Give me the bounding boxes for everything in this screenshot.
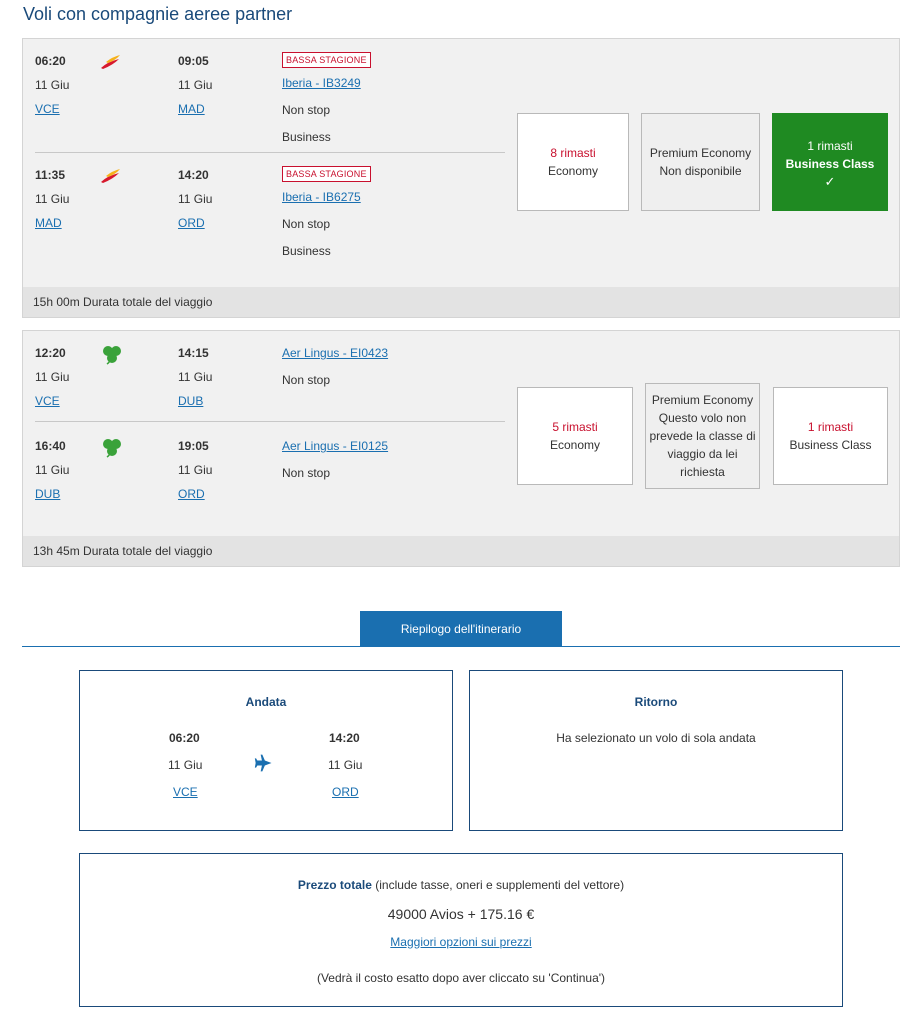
departure-date: 11 Giu [35, 78, 70, 92]
outbound-departure-airport-link[interactable]: VCE [173, 785, 198, 799]
arrival-time: 09:05 [178, 54, 209, 68]
outbound-summary-box [79, 670, 453, 831]
economy-fare-option[interactable] [517, 387, 633, 485]
plane-icon [254, 753, 274, 773]
seats-remaining: 1 rimasti [807, 138, 853, 153]
arrival-airport-link[interactable]: ORD [178, 487, 205, 501]
fare-class-label: Business Class [785, 156, 875, 171]
shamrock-logo-icon [99, 343, 125, 365]
seats-remaining: 5 rimasti [552, 420, 598, 434]
flight-segment [23, 331, 505, 421]
arrival-airport-link[interactable]: MAD [178, 102, 205, 116]
fare-status: Non disponibile [659, 164, 742, 178]
total-duration: 13h 45m Durata totale del viaggio [23, 536, 899, 566]
arrival-date: 11 Giu [178, 78, 213, 92]
seats-remaining: 1 rimasti [807, 420, 854, 434]
summary-divider [22, 646, 900, 647]
shamrock-logo-icon [99, 436, 125, 458]
price-footnote: (Vedrà il costo esatto dopo aver cliccato su 'Continua') [316, 971, 606, 985]
price-heading [80, 878, 842, 892]
outbound-departure-time: 06:20 [169, 731, 200, 745]
economy-fare-option[interactable] [517, 113, 629, 211]
seats-remaining: 8 rimasti [550, 146, 596, 160]
arrival-date: 11 Giu [178, 192, 213, 206]
iberia-logo-icon [99, 167, 123, 185]
fare-class-label: Economy [547, 164, 599, 178]
outbound-departure-date: 11 Giu [168, 758, 203, 772]
iberia-logo-icon [99, 53, 123, 71]
flight-option-card [22, 38, 900, 318]
flight-number-link[interactable]: Iberia - IB6275 [282, 190, 361, 204]
price-subtitle: (include tasse, oneri e supplementi del vettore) [371, 878, 625, 892]
page-title: Voli con compagnie aeree partner [23, 4, 293, 24]
outbound-arrival-airport-link[interactable]: ORD [332, 785, 359, 799]
cabin-info: Business [282, 130, 331, 144]
business-fare-option[interactable] [773, 387, 888, 485]
stops-info: Non stop [282, 466, 331, 480]
flight-number-link[interactable]: Iberia - IB3249 [282, 76, 361, 90]
fare-class-label: Business Class [789, 438, 872, 452]
arrival-date: 11 Giu [178, 463, 213, 477]
departure-airport-link[interactable]: VCE [35, 102, 60, 116]
departure-airport-link[interactable]: VCE [35, 394, 60, 408]
arrival-time: 14:20 [178, 168, 209, 182]
departure-time: 12:20 [35, 346, 66, 360]
price-options-row [80, 935, 842, 949]
flight-option-card [22, 330, 900, 567]
business-fare-option-selected[interactable] [772, 113, 888, 211]
cabin-info: Business [282, 244, 331, 258]
departure-airport-link[interactable]: DUB [35, 487, 61, 501]
checkmark-icon: ✓ [824, 173, 836, 189]
departure-date: 11 Giu [35, 370, 70, 384]
premium-economy-fare-option [641, 113, 760, 211]
price-value: 49000 Avios + 175.16 € [387, 906, 535, 922]
departure-date: 11 Giu [35, 463, 70, 477]
segment-divider [35, 421, 505, 422]
flight-segment [23, 153, 505, 273]
departure-date: 11 Giu [35, 192, 70, 206]
fare-class-label: Premium Economy [651, 393, 754, 407]
outbound-arrival-time: 14:20 [329, 731, 360, 745]
arrival-airport-link[interactable]: DUB [178, 394, 204, 408]
low-season-badge: BASSA STAGIONE [282, 166, 371, 182]
more-price-options-link[interactable]: Maggiori opzioni sui prezzi [390, 935, 532, 949]
flight-number-link[interactable]: Aer Lingus - EI0423 [282, 346, 389, 360]
total-price-box [79, 853, 843, 1007]
price-title: Prezzo totale [297, 878, 372, 892]
return-summary-box [469, 670, 843, 831]
fare-class-label: Economy [549, 438, 601, 452]
total-duration: 15h 00m Durata totale del viaggio [23, 287, 899, 317]
arrival-time: 19:05 [178, 439, 209, 453]
return-title: Ritorno [634, 695, 678, 709]
stops-info: Non stop [282, 373, 331, 387]
fare-class-label: Premium Economy [649, 146, 752, 160]
stops-info: Non stop [282, 103, 331, 117]
return-message: Ha selezionato un volo di sola andata [556, 731, 756, 745]
fare-status: Questo volo non prevede la classe di viaggio da lei richiesta [649, 411, 756, 479]
itinerary-summary-tab[interactable]: Riepilogo dell'itinerario [360, 611, 562, 647]
stops-info: Non stop [282, 217, 331, 231]
low-season-badge: BASSA STAGIONE [282, 52, 371, 68]
arrival-airport-link[interactable]: ORD [178, 216, 205, 230]
flight-number-link[interactable]: Aer Lingus - EI0125 [282, 439, 389, 453]
departure-time: 16:40 [35, 439, 66, 453]
departure-time: 11:35 [35, 168, 66, 182]
departure-airport-link[interactable]: MAD [35, 216, 62, 230]
flight-segment [23, 39, 505, 153]
outbound-title: Andata [245, 695, 287, 709]
flight-segment [23, 424, 505, 534]
departure-time: 06:20 [35, 54, 66, 68]
premium-economy-fare-option [645, 383, 760, 489]
outbound-arrival-date: 11 Giu [328, 758, 363, 772]
arrival-date: 11 Giu [178, 370, 213, 384]
arrival-time: 14:15 [178, 346, 209, 360]
